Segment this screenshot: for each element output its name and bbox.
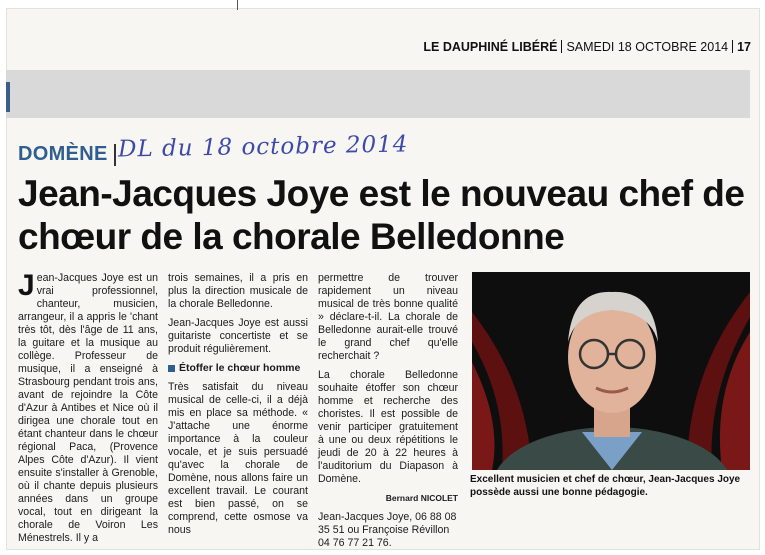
article-subhead (168, 362, 308, 375)
masthead-divider (732, 40, 733, 53)
paragraph (18, 269, 158, 545)
section-kicker (18, 143, 116, 166)
paragraph: Très satisfait du niveau musical de celle-ci, il a déjà mis en place sa méthode. « J'attache une énorme importance à la couleur vocale, et je suis persuadé qu'avec la chorale de Domène, nous allons faire un excellent travail. Le courant est bien passé, on se comprend, cette osmose va nous (168, 381, 308, 536)
square-bullet-icon (168, 365, 175, 372)
paragraph: trois semaines, il a pris en plus la direction musicale de la chorale Belledonne. (168, 272, 308, 310)
article-byline: Bernard NICOLET (385, 493, 458, 503)
portrait-photo (472, 272, 750, 470)
drop-cap: J (18, 269, 35, 302)
article-column-1 (18, 269, 158, 545)
newspaper-name: LE DAUPHINÉ LIBÉRÉ (423, 40, 558, 54)
section-banner (6, 70, 750, 118)
kicker-divider (114, 144, 116, 166)
contact-info: Jean-Jacques Joye, 06 88 08 35 51 ou Françoise Révillon 04 76 77 21 76. (318, 511, 457, 549)
paragraph: Jean-Jacques Joye est aussi guitariste concertiste et se produit régulièrement. (168, 317, 308, 355)
issue-date: SAMEDI 18 OCTOBRE 2014 (566, 40, 729, 54)
masthead (423, 40, 751, 54)
subhead-text: Étoffer le chœur homme (179, 362, 301, 374)
page-number: 17 (737, 40, 751, 54)
photo-caption: Excellent musicien et chef de chœur, Jean-Jacques Joye possède aussi une bonne pédagogie. (470, 474, 741, 498)
masthead-divider (561, 40, 562, 53)
paragraph: permettre de trouver rapidement un niveau musical de très bonne qualité » déclare-t-il. La chorale de Belledonne aurait-elle trouvé le grand chef qu'elle recherchait ? (318, 272, 458, 362)
kicker-label: DOMÈNE (18, 143, 108, 165)
article-column-2 (168, 272, 308, 537)
paragraph-text: ean-Jacques Joye est un vrai professionnel, chanteur, musicien, arrangeur, il a appris le 'chant très tôt, dès l'âge de 11 ans, la guitare et la musique au collège. Professeur de musique, il a enseigné à Strasbourg pendant trois ans, avant de rejoindre la Côte d'Azur à Antibes et Nice où il dirigea une chorale tout en étant chanteur dans le chœur régional Paca, (Provence Alpes Côte d'Azur). Il vient ensuite s'installer à Grenoble, où il chante depuis plusieurs années dans un groupe vocal, tout en dirigeant la chorale de Voiron Les Ménestrels. Il y a (18, 272, 158, 544)
crop-mark (237, 0, 238, 10)
handwritten-note: DL du 18 octobre 2014 (117, 131, 409, 163)
article-column-3 (318, 272, 458, 550)
paragraph: La chorale Belledonne souhaite étoffer son chœur homme et recherche des choristes. Il est possible de venir participer gratuitement à une ou deux répétitions le jeudi de 20 à 22 heures à l'auditorium du Diapason à Domène. (318, 369, 458, 485)
article-headline: Jean-Jacques Joye est le nouveau chef de chœur de la chorale Belledonne (18, 173, 745, 257)
portrait-illustration (472, 272, 750, 470)
banner-accent (6, 82, 10, 112)
